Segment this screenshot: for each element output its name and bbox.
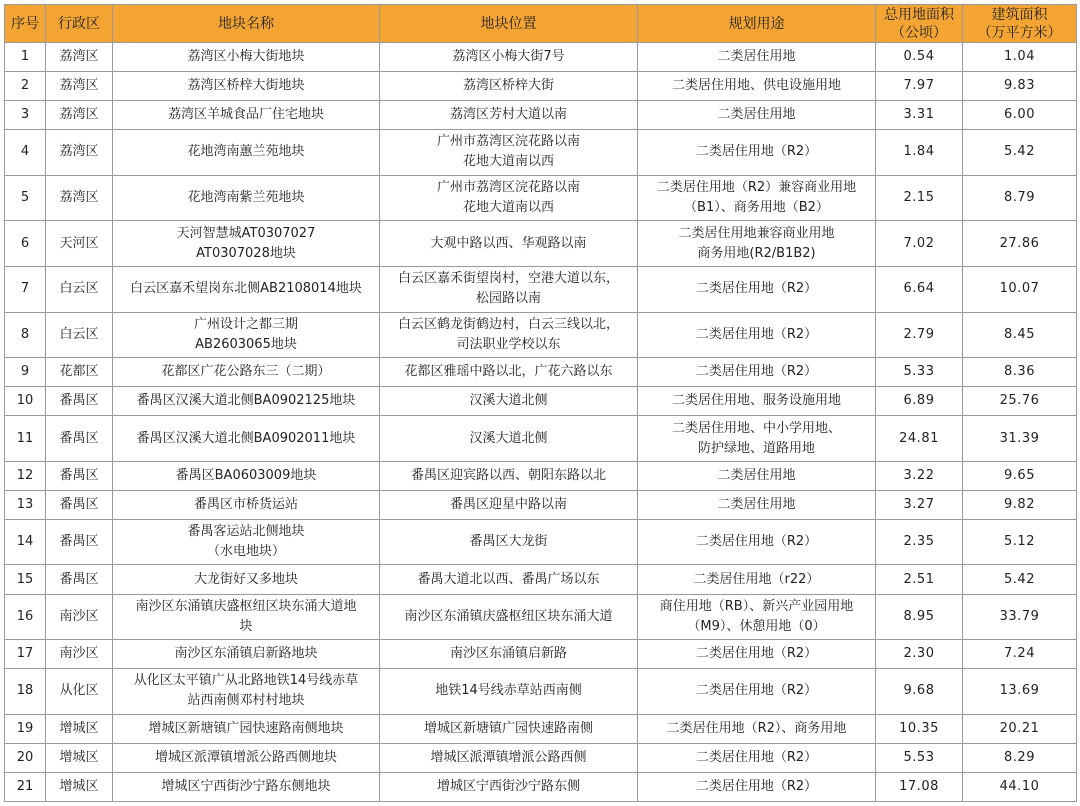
cell-building-area: 9.83 xyxy=(963,72,1077,101)
cell-seq: 15 xyxy=(5,565,46,594)
cell-total-area: 9.68 xyxy=(876,669,963,715)
cell-building-area: 44.10 xyxy=(963,772,1077,801)
cell-location: 南沙区东涌镇庆盛枢纽区块东涌大道 xyxy=(380,594,638,640)
header-row xyxy=(5,5,1077,43)
header-location: 地块位置 xyxy=(380,5,638,43)
cell-parcel-name: 花都区广花公路东三（二期） xyxy=(113,358,380,387)
cell-total-area: 10.35 xyxy=(876,714,963,743)
cell-seq: 16 xyxy=(5,594,46,640)
cell-building-area: 1.04 xyxy=(963,43,1077,72)
cell-land-use: 二类居住用地（R2）兼容商业用地 （B1）、商务用地（B2） xyxy=(638,175,876,221)
cell-building-area: 8.45 xyxy=(963,312,1077,358)
cell-building-area: 5.42 xyxy=(963,565,1077,594)
table-row xyxy=(5,743,1077,772)
cell-land-use: 二类居住用地、中小学用地、 防护绿地、道路用地 xyxy=(638,416,876,462)
cell-building-area: 9.82 xyxy=(963,490,1077,519)
cell-district: 从化区 xyxy=(46,669,113,715)
cell-location: 汉溪大道北侧 xyxy=(380,387,638,416)
table-row xyxy=(5,72,1077,101)
cell-parcel-name: 番禺区汉溪大道北侧BA0902125地块 xyxy=(113,387,380,416)
cell-land-use: 二类居住用地（R2） xyxy=(638,130,876,176)
cell-seq: 6 xyxy=(5,221,46,267)
cell-seq: 5 xyxy=(5,175,46,221)
cell-location: 增城区宁西街沙宁路东侧 xyxy=(380,772,638,801)
cell-location: 荔湾区桥梓大街 xyxy=(380,72,638,101)
table-row xyxy=(5,490,1077,519)
table-row xyxy=(5,669,1077,715)
cell-land-use: 二类居住用地（R2）、商务用地 xyxy=(638,714,876,743)
cell-total-area: 3.31 xyxy=(876,101,963,130)
cell-location: 广州市荔湾区浣花路以南 花地大道南以西 xyxy=(380,175,638,221)
cell-total-area: 2.35 xyxy=(876,519,963,565)
cell-seq: 10 xyxy=(5,387,46,416)
cell-parcel-name: 增城区派潭镇增派公路西侧地块 xyxy=(113,743,380,772)
cell-total-area: 8.95 xyxy=(876,594,963,640)
cell-location: 地铁14号线赤草站西南侧 xyxy=(380,669,638,715)
cell-building-area: 25.76 xyxy=(963,387,1077,416)
cell-seq: 19 xyxy=(5,714,46,743)
cell-location: 番禺大道北以西、番禺广场以东 xyxy=(380,565,638,594)
cell-parcel-name: 花地湾南紫兰苑地块 xyxy=(113,175,380,221)
cell-seq: 1 xyxy=(5,43,46,72)
cell-parcel-name: 大龙街好又多地块 xyxy=(113,565,380,594)
cell-building-area: 20.21 xyxy=(963,714,1077,743)
cell-total-area: 0.54 xyxy=(876,43,963,72)
table-row xyxy=(5,101,1077,130)
cell-district: 南沙区 xyxy=(46,640,113,669)
cell-land-use: 二类居住用地（R2） xyxy=(638,266,876,312)
header-building-area: 建筑面积 （万平方米） xyxy=(963,5,1077,43)
table-row xyxy=(5,130,1077,176)
table-row xyxy=(5,175,1077,221)
cell-district: 荔湾区 xyxy=(46,72,113,101)
cell-land-use: 二类居住用地 xyxy=(638,461,876,490)
cell-land-use: 二类居住用地（R2） xyxy=(638,772,876,801)
cell-parcel-name: 荔湾区桥梓大街地块 xyxy=(113,72,380,101)
cell-building-area: 27.86 xyxy=(963,221,1077,267)
cell-location: 番禺区迎星中路以南 xyxy=(380,490,638,519)
cell-seq: 14 xyxy=(5,519,46,565)
cell-total-area: 2.51 xyxy=(876,565,963,594)
cell-total-area: 17.08 xyxy=(876,772,963,801)
cell-building-area: 13.69 xyxy=(963,669,1077,715)
cell-district: 天河区 xyxy=(46,221,113,267)
cell-district: 增城区 xyxy=(46,743,113,772)
header-total-area: 总用地面积 （公顷） xyxy=(876,5,963,43)
cell-building-area: 9.65 xyxy=(963,461,1077,490)
cell-district: 荔湾区 xyxy=(46,130,113,176)
cell-parcel-name: 增城区宁西街沙宁路东侧地块 xyxy=(113,772,380,801)
cell-land-use: 二类居住用地（R2） xyxy=(638,358,876,387)
cell-total-area: 7.97 xyxy=(876,72,963,101)
land-parcel-table xyxy=(4,4,1077,802)
cell-total-area: 7.02 xyxy=(876,221,963,267)
cell-building-area: 8.36 xyxy=(963,358,1077,387)
cell-parcel-name: 增城区新塘镇广园快速路南侧地块 xyxy=(113,714,380,743)
cell-land-use: 二类居住用地（R2） xyxy=(638,312,876,358)
cell-district: 南沙区 xyxy=(46,594,113,640)
cell-building-area: 7.24 xyxy=(963,640,1077,669)
cell-parcel-name: 番禺区市桥货运站 xyxy=(113,490,380,519)
cell-total-area: 6.64 xyxy=(876,266,963,312)
table-row xyxy=(5,714,1077,743)
cell-location: 番禺区大龙街 xyxy=(380,519,638,565)
cell-district: 荔湾区 xyxy=(46,43,113,72)
cell-land-use: 二类居住用地兼容商业用地 商务用地(R2/B1B2) xyxy=(638,221,876,267)
cell-district: 增城区 xyxy=(46,714,113,743)
cell-parcel-name: 番禺客运站北侧地块 （水电地块） xyxy=(113,519,380,565)
cell-building-area: 5.42 xyxy=(963,130,1077,176)
table-row xyxy=(5,565,1077,594)
cell-building-area: 10.07 xyxy=(963,266,1077,312)
cell-total-area: 5.33 xyxy=(876,358,963,387)
cell-location: 广州市荔湾区浣花路以南 花地大道南以西 xyxy=(380,130,638,176)
cell-seq: 9 xyxy=(5,358,46,387)
cell-building-area: 6.00 xyxy=(963,101,1077,130)
header-district: 行政区 xyxy=(46,5,113,43)
cell-seq: 7 xyxy=(5,266,46,312)
cell-total-area: 24.81 xyxy=(876,416,963,462)
cell-land-use: 二类居住用地（r22） xyxy=(638,565,876,594)
cell-location: 汉溪大道北侧 xyxy=(380,416,638,462)
cell-seq: 4 xyxy=(5,130,46,176)
cell-district: 番禺区 xyxy=(46,519,113,565)
table-row xyxy=(5,594,1077,640)
cell-parcel-name: 广州设计之都三期 AB2603065地块 xyxy=(113,312,380,358)
cell-parcel-name: 南沙区东涌镇庆盛枢纽区块东涌大道地 块 xyxy=(113,594,380,640)
cell-district: 番禺区 xyxy=(46,490,113,519)
cell-building-area: 8.79 xyxy=(963,175,1077,221)
table-row xyxy=(5,266,1077,312)
table-row xyxy=(5,461,1077,490)
cell-land-use: 二类居住用地 xyxy=(638,101,876,130)
cell-location: 大观中路以西、华观路以南 xyxy=(380,221,638,267)
cell-location: 花都区雅瑶中路以北，广花六路以东 xyxy=(380,358,638,387)
cell-total-area: 2.30 xyxy=(876,640,963,669)
cell-seq: 3 xyxy=(5,101,46,130)
cell-land-use: 二类居住用地（R2） xyxy=(638,519,876,565)
cell-seq: 18 xyxy=(5,669,46,715)
cell-parcel-name: 荔湾区小梅大街地块 xyxy=(113,43,380,72)
cell-seq: 12 xyxy=(5,461,46,490)
cell-location: 白云区鹤龙街鹤边村，白云三线以北， 司法职业学校以东 xyxy=(380,312,638,358)
cell-building-area: 31.39 xyxy=(963,416,1077,462)
table-row xyxy=(5,519,1077,565)
cell-building-area: 8.29 xyxy=(963,743,1077,772)
table-row xyxy=(5,772,1077,801)
cell-total-area: 6.89 xyxy=(876,387,963,416)
header-parcel-name: 地块名称 xyxy=(113,5,380,43)
cell-parcel-name: 天河智慧城AT0307027 AT0307028地块 xyxy=(113,221,380,267)
table-body xyxy=(5,43,1077,802)
cell-location: 南沙区东涌镇启新路 xyxy=(380,640,638,669)
cell-building-area: 5.12 xyxy=(963,519,1077,565)
cell-total-area: 3.27 xyxy=(876,490,963,519)
cell-parcel-name: 白云区嘉禾望岗东北侧AB2108014地块 xyxy=(113,266,380,312)
cell-district: 荔湾区 xyxy=(46,175,113,221)
cell-district: 荔湾区 xyxy=(46,101,113,130)
cell-parcel-name: 番禺区汉溪大道北侧BA0902011地块 xyxy=(113,416,380,462)
cell-seq: 17 xyxy=(5,640,46,669)
cell-location: 荔湾区芳村大道以南 xyxy=(380,101,638,130)
table-row xyxy=(5,221,1077,267)
cell-land-use: 二类居住用地、供电设施用地 xyxy=(638,72,876,101)
cell-district: 番禺区 xyxy=(46,565,113,594)
cell-total-area: 1.84 xyxy=(876,130,963,176)
table-row xyxy=(5,387,1077,416)
cell-seq: 8 xyxy=(5,312,46,358)
table-header xyxy=(5,5,1077,43)
cell-parcel-name: 从化区太平镇广从北路地铁14号线赤草 站西南侧邓村村地块 xyxy=(113,669,380,715)
cell-seq: 21 xyxy=(5,772,46,801)
cell-total-area: 2.79 xyxy=(876,312,963,358)
cell-land-use: 二类居住用地 xyxy=(638,43,876,72)
cell-total-area: 3.22 xyxy=(876,461,963,490)
cell-location: 增城区新塘镇广园快速路南侧 xyxy=(380,714,638,743)
table-row xyxy=(5,416,1077,462)
cell-total-area: 2.15 xyxy=(876,175,963,221)
cell-building-area: 33.79 xyxy=(963,594,1077,640)
table-row xyxy=(5,640,1077,669)
cell-total-area: 5.53 xyxy=(876,743,963,772)
cell-land-use: 商住用地（RB）、新兴产业园用地 （M9）、休憩用地（0） xyxy=(638,594,876,640)
cell-land-use: 二类居住用地、服务设施用地 xyxy=(638,387,876,416)
cell-district: 白云区 xyxy=(46,312,113,358)
cell-seq: 20 xyxy=(5,743,46,772)
cell-seq: 13 xyxy=(5,490,46,519)
header-land-use: 规划用途 xyxy=(638,5,876,43)
cell-district: 番禺区 xyxy=(46,416,113,462)
cell-location: 番禺区迎宾路以西、朝阳东路以北 xyxy=(380,461,638,490)
cell-district: 番禺区 xyxy=(46,387,113,416)
cell-district: 番禺区 xyxy=(46,461,113,490)
cell-land-use: 二类居住用地（R2） xyxy=(638,640,876,669)
cell-land-use: 二类居住用地（R2） xyxy=(638,743,876,772)
table-row xyxy=(5,43,1077,72)
cell-district: 白云区 xyxy=(46,266,113,312)
cell-district: 增城区 xyxy=(46,772,113,801)
cell-location: 增城区派潭镇增派公路西侧 xyxy=(380,743,638,772)
cell-land-use: 二类居住用地（R2） xyxy=(638,669,876,715)
cell-land-use: 二类居住用地 xyxy=(638,490,876,519)
cell-location: 荔湾区小梅大街7号 xyxy=(380,43,638,72)
cell-parcel-name: 南沙区东涌镇启新路地块 xyxy=(113,640,380,669)
table-row xyxy=(5,358,1077,387)
header-seq: 序号 xyxy=(5,5,46,43)
cell-seq: 2 xyxy=(5,72,46,101)
cell-parcel-name: 番禺区BA0603009地块 xyxy=(113,461,380,490)
cell-seq: 11 xyxy=(5,416,46,462)
cell-location: 白云区嘉禾街望岗村，空港大道以东， 松园路以南 xyxy=(380,266,638,312)
cell-district: 花都区 xyxy=(46,358,113,387)
cell-parcel-name: 荔湾区羊城食品厂住宅地块 xyxy=(113,101,380,130)
cell-parcel-name: 花地湾南蕙兰苑地块 xyxy=(113,130,380,176)
table-row xyxy=(5,312,1077,358)
